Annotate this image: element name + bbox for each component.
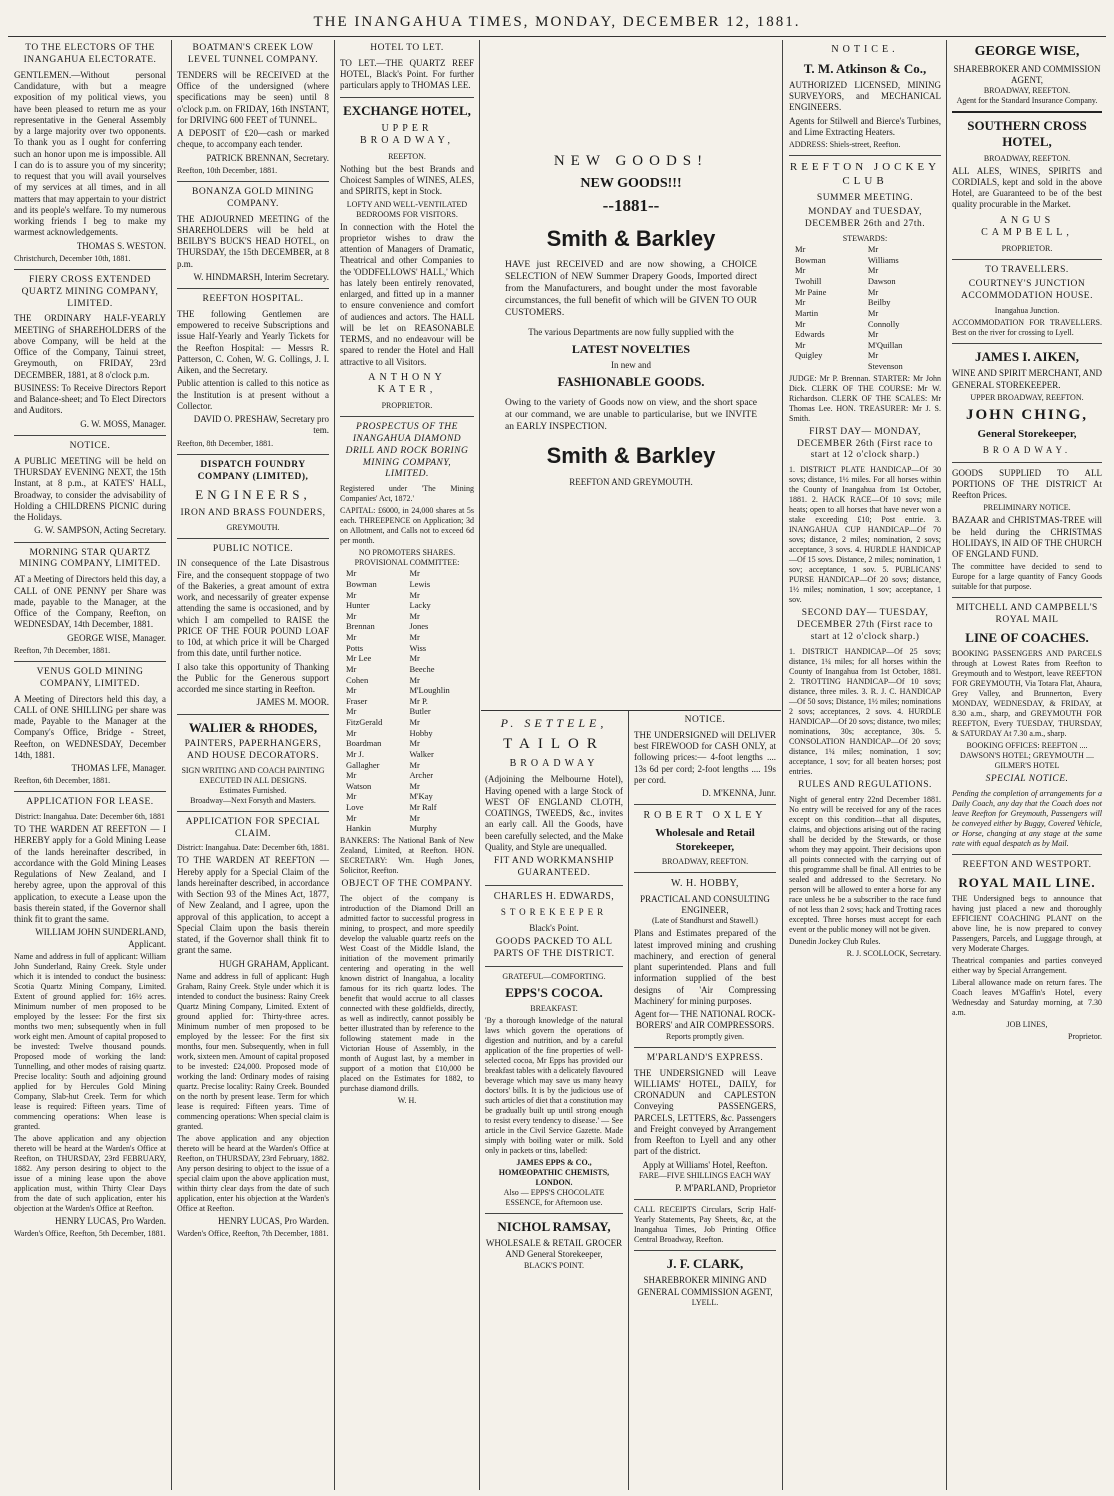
royal-mail-body-3: Liberal allowance made on return fares. The Coach leaves M'Gaffin's Hotel, every Wednesday and Saturday morning, at 7.30 a.m. [952, 978, 1102, 1018]
express-apply: Apply at Williams' Hotel, Reefton. [642, 1159, 768, 1170]
special-claim-details: Name and address in full of applicant: Hugh Graham, Rainy Creek. Style under which it is intended to conduct the business: Rainy Creek Quartz Mining Company, Limited. Extent of ground applied for: Thirty-three acres. Minimum number of men proposed to be employed by the lessee: For the first six months, four men. Subsequently, when in full work, sixteen men. Amount of capital proposed to be invested: £24,000. Proposed mode of working the land: Ordinary modes of raising quartz. Precise locality: Rainy Creek. Bounded on the north by present lease. Term for which lease is required: Fifteen years. Time of commencing operations: When special claim is granted. [177, 971, 329, 1131]
race-officials: JUDGE: Mr P. Brennan. STARTER: Mr John Dick. CLERK OF THE COURSE: Mr W. Richardson. CLERK OF THE SCALES: Mr Thomas Lee. HON. TREASURER: Mr J. S. Smith. [789, 373, 941, 423]
epps-body: 'By a thorough knowledge of the natural laws which govern the operations of digestion and nutrition, and by a careful application of the fine properties of well-selected cocoa, Mr Epps has provided our breakfast tables with a delicately flavoured beverage which may save us many heavy doctors' bills. It is by the judicious use of such articles of diet that a constitution may be gradually built up until strong enough to resist every tendency to disease.' — See article in the Civil Service Gazette. Made simply with boiling water or milk. Sold only in packets or tins, labelled: [485, 1015, 623, 1155]
preliminary-notice: PRELIMINARY NOTICE. [983, 503, 1071, 513]
committee-member: Mr FitzGerald [346, 706, 383, 727]
stewards-left-list [795, 244, 862, 372]
hobby-heading: W. H. HOBBY, [671, 878, 739, 890]
prospectus-object: The object of the company is introduction of the Diamond Drill an admitted factor to successful progress in mining, to prospect, and more speedily develop the valuable quartz reefs on the West Coast of the Middle Island, the initiation of the movement primarily centering and operating in the well known district of Inangahua, a locality famous for its rich quartz lodes. The benefit that would accrue to all classes connected with these goldfields, directly, as well as indirectly, cannot possibly be better illustrated than by reference to the following statement made in the Victorian House of Assembly, in the month of August last, by a member in support of a motion that £10,000 be placed on the Estimates for 1882, to purchase diamond drills. [340, 893, 474, 1093]
walier-estimates: Estimates Furnished. [219, 785, 287, 795]
steward-name: Mr Dawson [867, 265, 896, 286]
new-goods-subheading: NEW GOODS!!! [580, 175, 682, 191]
special-notice-body: Pending the completion of arrangements for a Daily Coach, any day that the Coach does not leave Reefton for Greymouth, Passengers will be conveyed either by Buggy, Covered Vehicle, or Horse, changing at any stage at the same rate with equal despatch as by Mail. [952, 789, 1102, 849]
steward-name: Mr Edwards [795, 318, 825, 340]
committee-member: Mr Brennan [346, 610, 375, 632]
committee-member: Mr Murphy [409, 812, 437, 834]
ching-place: BROADWAY. [982, 445, 1072, 456]
lease-signature: WILLIAM JOHN SUNDERLAND, Applicant. [35, 927, 166, 949]
steward-name: Mr Connolly [867, 307, 900, 329]
column-divider [479, 40, 480, 1490]
committee-member: Mr Hobby [409, 717, 433, 738]
edwards-body: GOODS PACKED TO ALL PARTS OF THE DISTRICT. [493, 936, 615, 959]
wise-agent: Agent for the Standard Insurance Company. [956, 96, 1098, 105]
ramsay-heading: NICHOL RAMSAY, [497, 1218, 611, 1234]
special-claim-subheading: District: Inangahua. Date: December 6th, 1881. [177, 843, 329, 853]
exchange-hotel-rooms: LOFTY AND WELL-VENTILATED BEDROOMS FOR VISITORS. [346, 199, 468, 219]
committee-member: Mr Watson [346, 770, 372, 791]
express-heading: M'PARLAND'S EXPRESS. [646, 1052, 764, 1063]
royal-mail-body: THE Undersigned begs to announce that having just placed a new and thoroughly EFFICIENT COACHING PLANT on the above line, he is now prepared to convey Passengers, Parcels, and Luggage through, at very Moderate Charges. [952, 894, 1102, 954]
jockey-club-dates: MONDAY and TUESDAY, DECEMBER 26th and 27th. [804, 207, 926, 230]
lease-subheading: District: Inangahua. Date: December 6th, 1881 [15, 812, 165, 822]
special-claim-footer-signature: HENRY LUCAS, Pro Warden. [217, 1215, 329, 1226]
epps-subheading: BREAKFAST. [530, 1003, 578, 1013]
call-receipts: CALL RECEIPTS Circulars, Scrip Half-Yearly Statements, Pay Sheets, &c, at the Inangahua Times, Job Printing Office Central Broadway, Reefton. [634, 1205, 776, 1244]
column-4a [481, 712, 627, 1496]
royal-mail-body-2: Theatrical companies and parties conveyed either way by Special Arrangement. [952, 956, 1102, 976]
steward-name: Mr M'Quillan [867, 329, 903, 350]
atkinson-address: ADDRESS: Shiels-street, Reefton. [789, 140, 901, 149]
coaches-body: BOOKING PASSENGERS AND PARCELS through at Lowest Rates from Reefton to Greymouth and to Westport, leave REEFTON FOR GREYMOUTH, Via Totara Flat, Ahaura, Grey Valley, and Brunnerton, Every MONDAY, WEDNESDAY, & FRIDAY, at 8.30 a.m., sharp, and GREYMOUTH FOR REEFTON, Every TUESDAY, THURSDAY, & SATURDAY At 7.30 a.m., sharp. [952, 649, 1102, 739]
settele-heading: P. SETTELE, [500, 716, 608, 730]
electors-signature: THOMAS S. WESTON. [76, 240, 166, 251]
oxley-subheading: Wholesale and Retail Storekeeper, [655, 826, 755, 853]
new-goods-heading: NEW GOODS! [553, 153, 709, 169]
firewood-notice-signature: D. M'KENNA, Junr. [702, 788, 776, 799]
southern-cross-body: ALL ALES, WINES, SPIRITS and CORDIALS, kept and sold in the above Hotel, are Guaranteed to be of the best quality procurable in the Market. [952, 165, 1102, 210]
owing-text: Owing to the variety of Goods now on view, and the short space at our command, we are unable to particularise, but we INVITE an EARLY INSPECTION. [505, 398, 757, 432]
atkinson-heading: T. M. Atkinson & Co., [803, 60, 927, 76]
bonanza-signature: W. HINDMARSH, Interim Secretary. [193, 271, 329, 282]
second-day-heading: SECOND DAY— TUESDAY, DECEMBER 27th (First race to start at 12 o'clock sharp.) [797, 608, 933, 642]
prospectus-bankers: BANKERS: The National Bank of New Zealand, Limited, at Reefton. HON. SECRETARY: Wm. Hugh Jones, Solicitor, Reefton. [340, 835, 474, 875]
boatman-signature: PATRICK BRENNAN, Secretary. [206, 152, 329, 163]
committee-member: Mr Lee [346, 653, 372, 664]
column-3 [336, 40, 478, 1490]
settele-body: (Adjoining the Melbourne Hotel), Having opened with a large Stock of WEST OF ENGLAND CLOTH, COATINGS, TWEEDS, &c., invites an early call. All the Goods, have been carefully selected, and the Make Quality, and Style are unequalled. [485, 774, 623, 852]
southern-cross-heading: SOUTHERN CROSS HOTEL, [967, 118, 1087, 150]
electors-body: GENTLEMEN.—Without personal Candidature, with but a meagre exposition of my political views, you have been pleased to return me as your representative in the General Assembly by a large majority over two opponents. To thank you as I ought for conferring such an honor upon me is impossible. All I can do is to assure you of my sincerity; to request that you will avail yourselves of my services at all times, and in all matters that may appertain to your district and its people's welfare. To my numerous working friends I beg to make my warmest acknowledgements. [14, 69, 166, 238]
fiery-cross-body: THE ORDINARY HALF-YEARLY MEETING of SHAREHOLDERS of the above Company, will be held at the Office of the Company, Tainui street, Greymouth, on FRIDAY, 23rd DECEMBER, 1881, at 8 o'clock p.m. [14, 313, 166, 380]
southern-cross-signature: ANGUS CAMPBELL, [981, 214, 1073, 238]
notice-heading: NOTICE. [69, 440, 111, 451]
committee-member: Mr Hunter [346, 589, 370, 611]
steward-name: Mr Paine [795, 286, 827, 297]
hobby-agent: Agent for— THE NATIONAL ROCK-BORERS' and AIR COMPRESSORS. [634, 1009, 776, 1031]
morning-star-heading: MORNING STAR QUARTZ MINING COMPANY, LIMITED. [19, 547, 161, 570]
steward-name: Mr Twohill [795, 265, 822, 286]
stewards-heading: STEWARDS: [842, 234, 888, 244]
first-day-heading: FIRST DAY— MONDAY, DECEMBER 26th (First race to start at 12 o'clock sharp.) [797, 426, 933, 461]
exchange-hotel-body: Nothing but the best Brands and Choicest Samples of WINES, ALES, and SPIRITS, kept in Stock. [340, 163, 474, 197]
morning-star-date: Reefton, 7th December, 1881. [14, 645, 111, 655]
prospectus-committee: NO PROMOTERS SHARES. PROVISIONAL COMMITTEE: [354, 548, 460, 568]
special-claim-heading: APPLICATION FOR SPECIAL CLAIM. [185, 816, 321, 839]
hobby-late: (Late of Standhurst and Stawell.) [652, 916, 758, 926]
morning-star-signature: GEORGE WISE, Manager. [67, 632, 166, 643]
stewards-names [789, 244, 941, 372]
committee-member: Mr Fraser [346, 685, 368, 706]
committee-member: Mr Archer [409, 759, 434, 781]
bonanza-body: THE ADJOURNED MEETING of the SHAREHOLDERS will be held at BEILBY'S BUCK'S HEAD HOTEL, on THURSDAY, the 15th DECEMBER, at 8 p.m. [177, 213, 329, 269]
committee-right-list [409, 568, 468, 834]
atkinson-body: AUTHORIZED LICENSED, MINING SURVEYORS, and MECHANICAL ENGINEERS. [789, 79, 941, 113]
hobby-reports: Reports promptly given. [666, 1031, 744, 1041]
express-fare: FARE—FIVE SHILLINGS EACH WAY [638, 1170, 772, 1180]
lease-footer-signature: HENRY LUCAS, Pro Warden. [54, 1215, 166, 1226]
courtney-heading: COURTNEY'S JUNCTION ACCOMMODATION HOUSE. [961, 279, 1093, 302]
royal-mail-heading: ROYAL MAIL LINE. [958, 875, 1096, 891]
center-divider [481, 710, 781, 711]
column-divider [171, 40, 172, 1490]
hotel-let-body: TO LET.—THE QUARTZ REEF HOTEL, Black's Point. For further particulars apply to THOMAS LEE. [340, 57, 474, 91]
electors-heading: TO THE ELECTORS OF THE INANGAHUA ELECTORATE. [23, 43, 157, 65]
morning-star-body: AT a Meeting of Directors held this day, a CALL of ONE PENNY per Share was made, payable to the Manager, at the Office of the Company, Reefton, on WEDNESDAY, 14th December, 1881. [14, 574, 166, 630]
courtney-body: ACCOMMODATION FOR TRAVELLERS. Best on the river for crossing to Lyell. [952, 318, 1102, 338]
wise-subheading: SHAREBROKER AND COMMISSION AGENT, [953, 63, 1101, 85]
royal-mail-role: Proprietor. [1068, 1032, 1102, 1042]
second-day-races: 1. DISTRICT HANDICAP—Of 25 sovs; distance, 1¼ miles; for all horses within the County of Inangahua from 1st October, 1881. 2. TROTTING HANDICAP—Of 10 sovs; distance, three miles. 3. R. J. C. HANDICAP—Of 50 sovs; Distance, 1½ miles; nominations 2 sovs; acceptances, 2 sovs. 4. HURDLE HANDICAP—Of 20 sovs; distance, two miles; nominations, 30s; acceptance, 30s. 5. CONSOLATION HANDICAP—Of 20 sovs; distance, 1¼ miles; nomination, 1 sov; acceptance, 1 sov; for all beaten horses; post entries. [789, 646, 941, 776]
exchange-hotel-more: In connection with the Hotel the proprietor wishes to draw the attention of Managers of Dramatic, Theatrical and other Companies to the 'ODDFELLOWS' HALL,' Which has lately been entirely renovated, enlarged, and fitted up in a manner to ensure convenience and comfort of audiences and actors. The HALL will be let on REASONABLE TERMS, and no endeavour will be spared to render the Hotel and Hall attractive to all Visitors. [340, 221, 474, 367]
committee-member: Mr Potts [346, 632, 364, 653]
column-6 [948, 40, 1106, 1490]
committee-member: Mr Wiss [409, 632, 427, 653]
hobby-body: Plans and Estimates prepared of the latest improved mining and crushing machinery, and erection of general plant superintended. Plans and full information supplied of the best designs of 'Air Compressing Machinery' for mining purposes. [634, 928, 776, 1006]
courtney-place: Inangahua Junction. [994, 306, 1060, 316]
steward-name: Mr Beilby [867, 286, 891, 308]
column-divider [946, 40, 947, 1490]
epps-heading: EPPS'S COCOA. [505, 984, 603, 1000]
lease-body: TO THE WARDEN AT REEFTON — I HEREBY apply for a Gold Mining Lease of the lands hereinafter described, in accordance with the Gold Mining Leases Regulations of New Zealand, and I hereby agree, upon the approval of this application, to execute a Lease upon the basis therein stated, if the Governor shall think fit to grant the same. [14, 824, 166, 925]
committee-member: Mr Bowman [346, 568, 377, 589]
committee-member: Mr Boardman [346, 727, 382, 749]
oxley-heading: ROBERT OXLEY [643, 810, 767, 822]
committee-member: Mr Hankin [346, 812, 372, 834]
committee-member: Mr Lewis [409, 568, 431, 589]
edwards-place: Black's Point. [529, 922, 579, 933]
steward-name: Mr Williams [867, 244, 899, 265]
hobby-subheading: PRACTICAL AND CONSULTING ENGINEER, [640, 893, 770, 916]
committee-member: Mr Jones [409, 610, 429, 632]
boatman-date: Reefton, 10th December, 1881. [177, 165, 278, 175]
top-rule [8, 36, 1106, 37]
dispatch-place: GREYMOUTH. [226, 522, 280, 532]
committee-member: Mr P. Butler [409, 695, 431, 717]
clark-place: LYELL. [691, 1297, 719, 1307]
lease-details: Name and address in full of applicant: William John Sunderland, Rainy Creek. Style under which it is intended to conduct the business: Scotia Quartz Mining Company, Limited. Extent of ground applied for: 16½ acres. Minimum number of men proposed to be employed by the lessee: For the first six months two men; subsequently when in full work eight men. Amount of capital proposed to be invested: Twelve thousand pounds. Proposed mode of working the land: Tunnelling, and other modes of raising quartz. Precise locality: South and adjoining ground applied for by Hercules Gold Mining Company, Slab-hut Creek. Term for which lease is required: Fifteen years. Time of commencing operations: When lease is granted. [14, 951, 166, 1131]
ching-body: GOODS SUPPLIED TO ALL PORTIONS OF THE DISTRICT At Reefton Prices. [952, 467, 1102, 501]
electors-date: Christchurch, December 10th, 1881. [14, 253, 131, 263]
firm-place: REEFTON AND GREYMOUTH. [569, 477, 693, 488]
exchange-hotel-subheading: UPPER BROADWAY, [359, 122, 455, 147]
exchange-hotel-signature: ANTHONY KATER, [368, 371, 446, 396]
dispatch-subheading-2: IRON AND BRASS FOUNDERS, [180, 507, 326, 518]
column-4-smith-barkley [481, 40, 781, 700]
steward-name: Mr Martin [795, 297, 819, 318]
firewood-notice-body: THE UNDERSIGNED will DELIVER best FIREWOOD for CASH ONLY, at following prices:— 4-foot lengths .... 13s 6d per cord; 2-foot lengths .... 19s per cord. [634, 729, 776, 785]
wise-address: BROADWAY, REEFTON. [983, 86, 1071, 95]
column-2 [173, 40, 333, 1490]
stewards-right-list [868, 244, 935, 372]
venus-heading: VENUS GOLD MINING COMPANY, LIMITED. [36, 666, 144, 689]
rules-body: Night of general entry 22nd December 1881. No entry will be received for any of the races except on this condition—that all disputes, claims, and objections arising out of the racing shall be decided by the Stewards, or those whom they may appoint. Their decisions upon all points connected with the carrying out of this programme shall be final. All entries to be sealed and addressed to the Secretary. No person will be allowed to enter a horse for any race unless he be a subscriber to the race fund of not less than 2 sovs; hack and Trotting races excepted. Three horses must accept for each event or the public money will not be given. [789, 794, 941, 934]
hospital-signature: DAVID O. PRESHAW, Secretary pro tem. [193, 414, 329, 436]
steward-name: Mr Stevenson [867, 350, 903, 371]
ramsay-place: BLACK'S POINT. [524, 1260, 584, 1270]
fashionable-goods: FASHIONABLE GOODS. [557, 373, 705, 389]
committee-member: Mr M'Loughlin [409, 674, 450, 696]
epps-signature: JAMES EPPS & CO., HOMŒOPATHIC CHEMISTS, LONDON. [498, 1157, 610, 1187]
booking-offices: BOOKING OFFICES: REEFTON .... DAWSON'S HOTEL; GREYMOUTH .... GILMER'S HOTEL [960, 741, 1094, 771]
column-1 [10, 40, 170, 1490]
committee-member: Mr Walker [409, 738, 434, 759]
committee-member: Mr M'Kay [409, 780, 433, 802]
dispatch-heading: DISPATCH FOUNDRY COMPANY (LIMITED), [197, 459, 309, 482]
special-claim-footer: The above application and any objection thereto will be heard at the Warden's Office at Reefton, on THURSDAY, 23rd February, 1882. Any person desiring to object to the issue of a special claim upon the above application must, within thirty clear days from the date of such application, enter his objection at the Warden's Office at Reefton. [177, 1133, 329, 1213]
public-notice-body-2: I also take this opportunity of Thanking the Public for the Generous support accorded me since starting in Reefton. [177, 661, 329, 695]
venus-date: Reefton, 6th December, 1881. [14, 776, 111, 786]
hospital-note: Public attention is called to this notice as the Institution is at present without a Collector. [177, 378, 329, 411]
southern-cross-address: BROADWAY, REEFTON. [983, 153, 1071, 163]
prospectus-object-heading: OBJECT OF THE COMPANY. [341, 878, 473, 889]
aiken-address: UPPER BROADWAY, REEFTON. [970, 392, 1084, 402]
special-notice-heading: SPECIAL NOTICE. [985, 774, 1069, 785]
masthead: THE INANGAHUA TIMES, MONDAY, DECEMBER 12, 1881. [313, 14, 801, 30]
jockey-club-subheading: SUMMER MEETING. [816, 192, 914, 203]
lease-heading: APPLICATION FOR LEASE. [26, 797, 154, 808]
year-heading: --1881-- [602, 196, 660, 216]
notice-signature: G. W. SAMPSON, Acting Secretary. [34, 525, 166, 536]
fiery-cross-signature: G. W. MOSS, Manager. [80, 418, 166, 429]
boatman-body: TENDERS will be RECEIVED at the Office of the undersigned (where specifications may be seen) until 8 o'clock p.m. on FRIDAY, 16th INSTANT, for DRIVING 600 FEET of TUNNEL. [177, 69, 329, 125]
walier-subheading: PAINTERS, PAPERHANGERS, AND HOUSE DECORATORS. [184, 738, 322, 761]
rules-signature: R. J. SCOLLOCK, Secretary. [846, 948, 941, 958]
in-new-text: In new and [611, 359, 651, 370]
rules-footer: Dunedin Jockey Club Rules. [789, 936, 881, 946]
royal-mail-signature: JOB LINES, [1006, 1020, 1048, 1030]
aiken-body: WINE AND SPIRIT MERCHANT, AND GENERAL STOREKEEPER. [952, 368, 1102, 390]
atkinson-agents: Agents for Stilwell and Bierce's Turbines, and Lime Extracting Heaters. [789, 115, 941, 137]
coaches-heading: MITCHELL AND CAMPBELL'S ROYAL MAIL [956, 603, 1098, 626]
dispatch-subheading: ENGINEERS, [195, 487, 311, 503]
committee-left-list [346, 568, 405, 834]
exchange-hotel-role: PROPRIETOR. [381, 400, 433, 410]
public-notice-signature: JAMES M. MOOR. [256, 697, 329, 708]
epps-tagline: GRATEFUL—COMFORTING. [502, 971, 606, 981]
committee-member: Mr Beeche [409, 653, 435, 674]
exchange-hotel-place: REEFTON. [388, 151, 426, 161]
steward-name: Mr Quigley [795, 339, 823, 361]
ching-heading: JOHN CHING, [965, 406, 1088, 423]
bonanza-heading: BONANZA GOLD MINING COMPANY. [192, 186, 314, 209]
special-claim-body: TO THE WARDEN AT REEFTON — Hereby apply for a Special Claim of the lands hereinafter described, in accordance with Section 93 of the Mines Act, 1877, of New Zealand, and I agree, upon the approval of this application, to accept a Special Claim upon the basis therein stated, if the Governor shall think fit to grant the same. [177, 855, 329, 956]
walier-address: Broadway—Next Forsyth and Masters. [190, 795, 316, 805]
boatman-heading: BOATMAN'S CREEK LOW LEVEL TUNNEL COMPANY. [187, 43, 319, 65]
committee-member: Mr J. Gallagher [346, 748, 380, 770]
committee-names [340, 568, 474, 834]
tailor-heading: TAILOR [503, 736, 605, 752]
express-body: THE UNDERSIGNED will Leave WILLIAMS' HOTEL, DAILY, for CRONADUN and CAPLESTON Conveying PASSENGERS, PARCELS, LETTERS, &c. Passengers and Freight conveyed by Arrangement from Reefton to Lyell and any other part of the district. [634, 1067, 776, 1157]
firewood-notice-heading: NOTICE. [684, 715, 726, 725]
prospectus-registration: Registered under 'The Mining Companies' Act, 1872.' [340, 484, 474, 504]
prospectus-capital: CAPITAL: £6000, in 24,000 shares at 5s each. THREEPENCE on Application; 3d on Allotment, and Calls not to exceed 6d per month. [340, 506, 474, 546]
first-day-races: 1. DISTRICT PLATE HANDICAP—Of 30 sovs; distance, 1½ miles. For all horses within the County of Inangahua from 1st October, 1881. 2. HACK RACE—Of 10 sovs; mile heats; open to all horses that have never won a stake exceeding £10; Post entrie. 3. INANGAHUA CUP HANDICAP—Of 70 sovs; distance, 2 miles; nomination, 2 sovs; acceptance, 3 sovs. 4. HURDLE HANDICAP—Of 15 sovs. Distance, 2 miles; nomination, 1 sov; acceptance, 1 sov. 5. PUBLICANS' PURSE HANDICAP—Of 20 sovs; distance, 1½ miles; nomination, 1 sov; acceptance, 1 sov. [789, 465, 941, 605]
jockey-club-heading: REEFTON JOCKEY CLUB [789, 161, 941, 187]
clark-subheading: SHAREBROKER MINING AND GENERAL COMMISSION AGENT, [637, 1275, 773, 1297]
new-goods-body: HAVE just RECEIVED and are now showing, a CHOICE SELECTION of NEW Summer Drapery Goods, Imported direct from the Manufacturers, and bought under the most favorable circumstances, the full benefit of which will be GIVEN TO OUR CUSTOMERS. [505, 260, 757, 318]
boatman-deposit: A DEPOSIT of £20—cash or marked cheque, to accompany each tender. [177, 128, 329, 150]
hotel-let-heading: HOTEL TO LET. [370, 43, 444, 53]
lease-footer: The above application and any objection thereto will be heard at the Warden's Office at Reefton, on THURSDAY, 23rd FEBRUARY, 1882. Any person desiring to object to the issue of a mining lease upon the above application must, within Thirty Clear Days from the date of such application, enter his objection at the Warden's Office at Reefton. [14, 1133, 166, 1213]
wise-heading: GEORGE WISE, [974, 44, 1080, 59]
southern-cross-role: PROPRIETOR. [1001, 243, 1053, 253]
column-4b [630, 712, 780, 1496]
oxley-place: BROADWAY, REEFTON. [661, 857, 749, 867]
column-5 [785, 40, 945, 1490]
walier-heading: WALIER & RHODES, [188, 719, 318, 735]
committee-member: Mr Cohen [346, 663, 369, 685]
bazaar-body: The committee have decided to send to Europe for a large quantity of Fancy Goods suitable for that purpose. [952, 562, 1102, 592]
edwards-subheading: STOREKEEPER [500, 907, 608, 918]
venus-signature: THOMAS LFE, Manager. [71, 763, 166, 773]
departments-text: The various Departments are now fully supplied with the [528, 327, 734, 338]
firm-name: Smith & Barkley [546, 225, 716, 251]
venus-body: A Meeting of Directors held this day, a CALL of ONE SHILLING per share was made, Payable to the Manager at the Company's Office, Bridge - Street, Reefton, on WEDNESDAY, December 14th, 1881. [14, 693, 166, 760]
bazaar-heading: BAZAAR and CHRISTMAS-TREE will be held during the CHRISTMAS HOLIDAYS, IN AID OF THE CHURCH OF ENGLAND FUND. [952, 515, 1103, 560]
column-divider [334, 40, 335, 1490]
edwards-heading: CHARLES H. EDWARDS, [493, 890, 615, 902]
walier-line: SIGN WRITING AND COACH PAINTING EXECUTED IN ALL DESIGNS. [181, 765, 325, 785]
public-notice-body: IN consequence of the Late Disastrous Fire, and the consequent stoppage of two of the Bakeries, a great amount of extra work, and necessarily of greater expense attending the same is occasioned, and by which I am compelled to RAISE the PRICE OF THE FOUR POUND LOAF to 10d, at which price it will be Charged from this date, until further notice. [177, 558, 329, 659]
atkinson-notice-heading: NOTICE. [831, 44, 899, 55]
committee-member: Mr Lacky [409, 589, 431, 611]
column-divider [628, 710, 629, 1490]
settele-fit: FIT AND WORKMANSHIP GUARANTEED. [494, 856, 614, 878]
public-notice-heading: PUBLIC NOTICE. [212, 543, 294, 554]
prospectus-heading: PROSPECTUS OF THE INANGAHUA DIAMOND DRILL AND ROCK BORING MINING COMPANY, LIMITED. [345, 421, 469, 480]
hospital-body: THE following Gentlemen are empowered to receive Subscriptions and issue Half-Yearly and Yearly Tickets for the Reefton Hospital: — Messrs R. Patterson, C. Cohen, W. G. Collings, J. I. Aiken, and the Secretary. [177, 308, 329, 376]
express-signature: P. M'PARLAND, Proprietor [675, 1182, 776, 1193]
prospectus-signature: W. H. [397, 1095, 417, 1105]
latest-novelties: LATEST NOVELTIES [571, 341, 691, 356]
exchange-hotel-heading: EXCHANGE HOTEL, [343, 102, 471, 118]
fiery-cross-business: BUSINESS: To Receive Directors Report and Balance-sheet; and To Elect Directors and Auditors. [14, 382, 166, 416]
epps-also: Also — EPPS'S CHOCOLATE ESSENCE, for Afternoon use. [503, 1187, 605, 1207]
lease-footer-date: Warden's Office, Reefton, 5th December, 1881. [14, 1229, 166, 1239]
westport-heading: REEFTON AND WESTPORT. [962, 860, 1092, 871]
hospital-heading: REEFTON HOSPITAL. [202, 294, 304, 304]
special-claim-signature: HUGH GRAHAM, Applicant. [219, 958, 329, 969]
steward-name: Mr Bowman [795, 244, 826, 265]
committee-member: Mr Ralf [409, 802, 437, 812]
special-claim-footer-date: Warden's Office, Reefton, 7th December, 1881. [177, 1229, 329, 1239]
travellers-heading: TO TRAVELLERS. [985, 264, 1069, 275]
committee-member: Mr Love [346, 791, 364, 812]
firm-name-2: Smith & Barkley [546, 442, 716, 468]
fiery-cross-heading: FIERY CROSS EXTENDED QUARTZ MINING COMPANY, LIMITED. [21, 274, 159, 309]
rules-heading: RULES AND REGULATIONS. [798, 779, 932, 790]
notice-body: A PUBLIC MEETING will be held on THURSDAY EVENING NEXT, the 15th Instant, at 8 p.m., at KATE'S' HALL, Broadway, to consider the advisability of Holding a CHILDRENS PICNIC during the Holidays. [14, 455, 166, 522]
hospital-date: Reefton, 8th December, 1881. [177, 438, 274, 448]
coaches-subheading: LINE OF COACHES. [965, 630, 1089, 646]
aiken-heading: JAMES I. AIKEN, [974, 349, 1080, 365]
settele-broadway: BROADWAY [509, 757, 599, 769]
clark-heading: J. F. CLARK, [666, 1256, 744, 1271]
column-divider [782, 40, 783, 1490]
ramsay-body: WHOLESALE & RETAIL GROCER AND General Storekeeper, [485, 1238, 623, 1260]
ching-subheading: General Storekeeper, [977, 427, 1077, 440]
